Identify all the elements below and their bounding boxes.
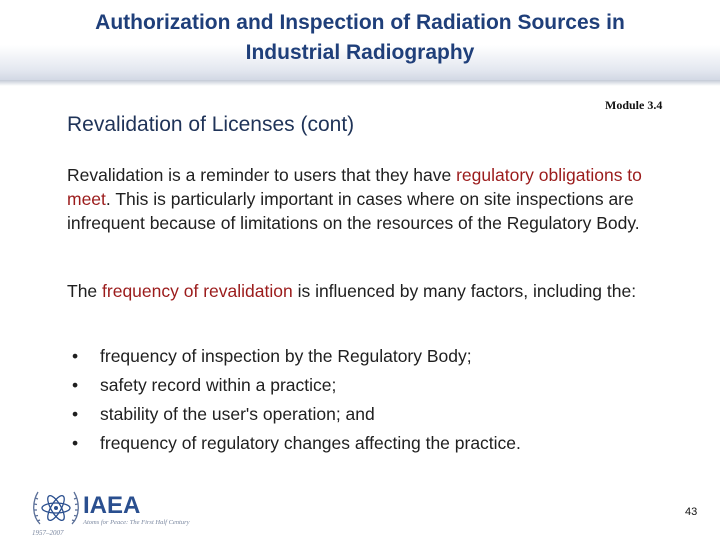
paragraph2-text-start: The bbox=[67, 281, 103, 301]
module-label: Module 3.4 bbox=[605, 98, 663, 112]
iaea-logo bbox=[30, 484, 230, 536]
slide-title-line2: Industrial Radiography bbox=[245, 41, 475, 64]
paragraph1-highlight: regulatory obligations to meet bbox=[67, 165, 642, 209]
paragraph-revalidation-purpose bbox=[67, 163, 667, 235]
paragraph1-text-start: Revalidation is a reminder to users that they have bbox=[67, 165, 457, 185]
list-item-text: stability of the user's operation; and bbox=[100, 404, 375, 424]
list-item bbox=[72, 400, 672, 429]
laurel-atom-icon bbox=[34, 492, 79, 524]
header-divider bbox=[0, 80, 720, 86]
bullet-icon: • bbox=[72, 346, 79, 366]
list-item-text: safety record within a practice; bbox=[100, 375, 337, 395]
list-item bbox=[72, 429, 672, 458]
paragraph1-text-end: . This is particularly important in cases where on site inspections are infrequent because of limitations on the resources of the Regulatory Body. bbox=[67, 189, 640, 233]
paragraph2-highlight: frequency of revalidation bbox=[102, 281, 293, 301]
paragraph2-text-end: is influenced by many factors, including the: bbox=[292, 281, 637, 301]
list-item-text: frequency of inspection by the Regulatory Body; bbox=[100, 346, 472, 366]
logo-wordmark: IAEA bbox=[83, 492, 141, 519]
page-number: 43 bbox=[685, 506, 698, 518]
slide-title-line1: Authorization and Inspection of Radiation Sources in bbox=[95, 11, 625, 34]
list-item bbox=[72, 342, 672, 371]
factor-list bbox=[72, 342, 672, 458]
paragraph-frequency-factors bbox=[67, 279, 707, 303]
slide-title bbox=[20, 8, 700, 68]
list-item bbox=[72, 371, 672, 400]
logo-years: 1957–2007 bbox=[32, 529, 64, 536]
bullet-icon: • bbox=[72, 433, 79, 453]
bullet-icon: • bbox=[72, 404, 79, 424]
logo-tagline: Atoms for Peace: The First Half Century bbox=[83, 519, 190, 526]
section-subtitle: Revalidation of Licenses (cont) bbox=[67, 113, 355, 136]
list-item-text: frequency of regulatory changes affecting the practice. bbox=[100, 433, 521, 453]
bullet-icon: • bbox=[72, 375, 79, 395]
